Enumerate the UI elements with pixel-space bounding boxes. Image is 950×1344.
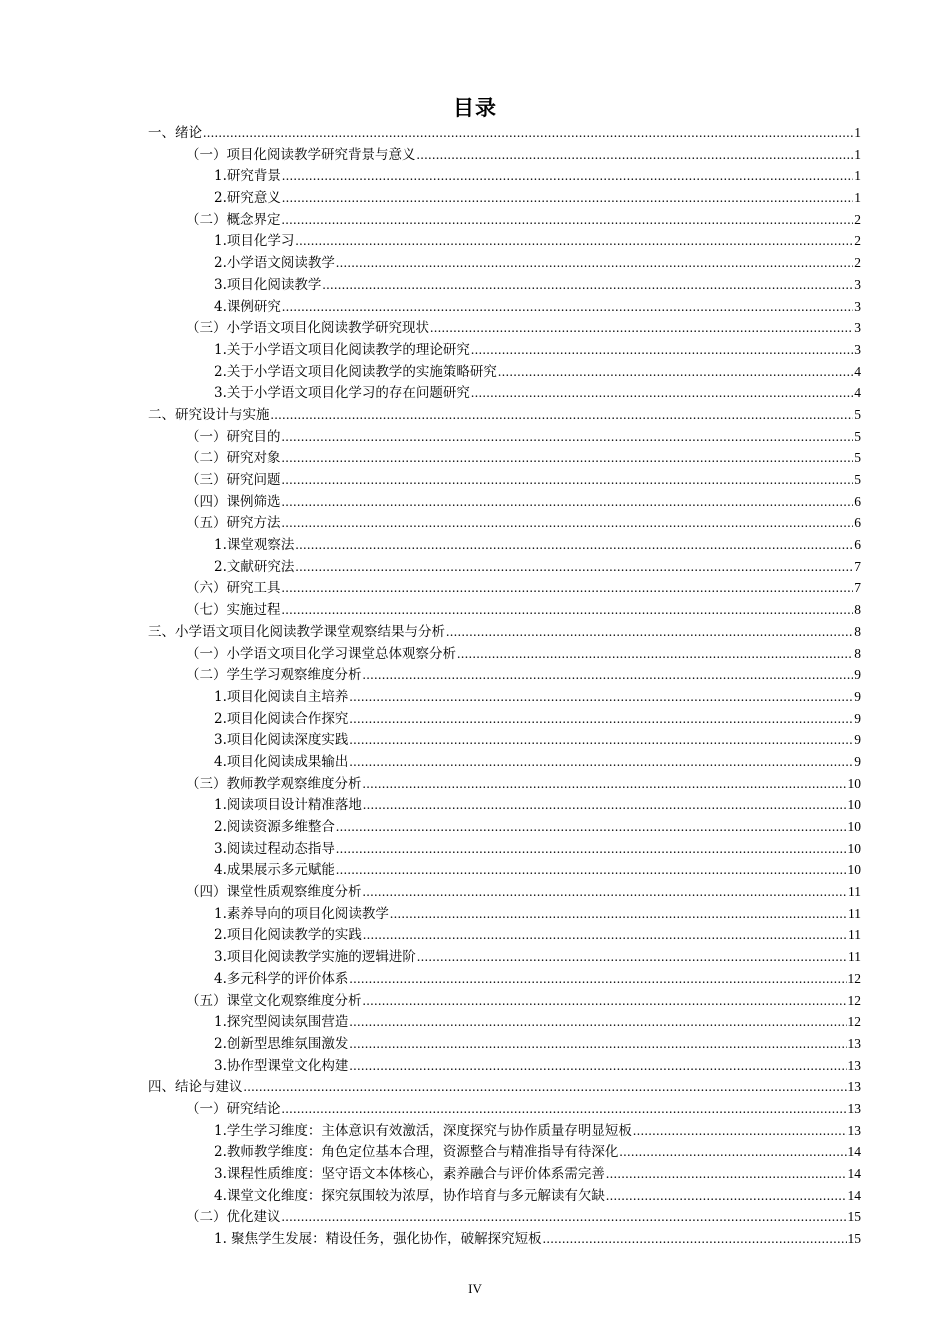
toc-entry[interactable] xyxy=(148,859,861,881)
dot-leader xyxy=(282,187,853,209)
toc-entry[interactable] xyxy=(148,209,861,231)
toc-entry[interactable] xyxy=(148,708,861,730)
toc-entry-page: 9 xyxy=(854,732,861,748)
dot-leader xyxy=(457,643,853,665)
toc-entry-label: （六）研究工具 xyxy=(186,580,281,597)
toc-entry-page: 13 xyxy=(847,1100,861,1116)
toc-entry-page: 3 xyxy=(854,341,861,357)
toc-entry-page: 11 xyxy=(848,949,861,965)
toc-entry-page: 4 xyxy=(854,363,861,379)
dot-leader xyxy=(417,946,847,968)
toc-entry[interactable] xyxy=(148,556,861,578)
toc-entry-page: 5 xyxy=(854,472,861,487)
toc-entry-label: 2.研究意义 xyxy=(214,190,281,207)
toc-entry-page: 2 xyxy=(854,255,861,271)
toc-entry[interactable] xyxy=(148,838,861,860)
toc-entry-page: 8 xyxy=(854,623,861,639)
toc-entry-label: 1.阅读项目设计精准落地 xyxy=(214,797,362,814)
dot-leader xyxy=(430,317,853,339)
toc-entry[interactable] xyxy=(148,274,861,296)
toc-entry-page: 10 xyxy=(847,797,861,813)
toc-entry-label: 4.课堂文化维度：探究氛围较为浓厚，协作培育与多元解读有欠缺 xyxy=(214,1187,605,1204)
dot-leader xyxy=(363,924,847,946)
toc-entry-page: 5 xyxy=(854,406,861,422)
dot-leader xyxy=(295,230,853,252)
toc-entry-label: 4.成果展示多元赋能 xyxy=(214,862,335,879)
toc-entry[interactable] xyxy=(148,1141,861,1163)
dot-leader xyxy=(349,968,846,990)
dot-leader xyxy=(446,621,853,643)
toc-entry[interactable] xyxy=(148,1185,861,1207)
dot-leader xyxy=(390,903,847,925)
dot-leader xyxy=(498,361,853,383)
toc-entry-label: （三）教师教学观察维度分析 xyxy=(186,775,362,792)
toc-entry-page: 11 xyxy=(848,905,861,921)
toc-entry-page: 12 xyxy=(847,992,861,1008)
toc-entry[interactable] xyxy=(148,924,861,946)
toc-entry-label: 2.项目化阅读教学的实践 xyxy=(214,927,362,944)
dot-leader xyxy=(282,512,854,534)
toc-entry-page: 7 xyxy=(854,558,861,574)
toc-entry[interactable] xyxy=(148,794,861,816)
toc-entry-label: 2.文献研究法 xyxy=(214,558,295,575)
toc-entry-label: （一）研究目的 xyxy=(186,428,281,445)
toc-entry-page: 12 xyxy=(847,970,861,986)
toc-entry-page: 10 xyxy=(847,819,861,834)
toc-entry-label: （一）小学语文项目化学习课堂总体观察分析 xyxy=(186,645,456,662)
toc-entry[interactable] xyxy=(148,1120,861,1142)
toc-entry[interactable] xyxy=(148,881,861,903)
toc-entry-label: （一）项目化阅读教学研究背景与意义 xyxy=(186,146,416,163)
dot-leader xyxy=(363,990,847,1012)
dot-leader xyxy=(271,404,854,426)
toc-entry-label: 4.项目化阅读成果输出 xyxy=(214,753,349,770)
toc-entry[interactable] xyxy=(148,296,861,318)
dot-leader xyxy=(349,708,853,730)
toc-entry[interactable] xyxy=(148,686,861,708)
toc-entry-label: （一）研究结论 xyxy=(186,1100,281,1117)
dot-leader xyxy=(282,165,853,187)
toc-entry[interactable] xyxy=(148,968,861,990)
toc-entry-page: 3 xyxy=(854,320,861,336)
toc-entry[interactable] xyxy=(148,426,861,448)
toc-entry-page: 1 xyxy=(854,168,861,184)
toc-entry-page: 2 xyxy=(854,233,861,249)
dot-leader xyxy=(619,1141,846,1163)
dot-leader xyxy=(349,686,853,708)
toc-entry[interactable] xyxy=(148,816,861,838)
toc-title: 目录 xyxy=(453,96,497,120)
toc-entry-page: 12 xyxy=(847,1014,861,1030)
toc-entry[interactable] xyxy=(148,165,861,187)
toc-entry[interactable] xyxy=(148,122,861,144)
toc-entry-label: 一、绪论 xyxy=(148,125,202,141)
toc-entry-label: （五）课堂文化观察维度分析 xyxy=(186,992,362,1009)
toc-entry[interactable] xyxy=(148,252,861,274)
dot-leader xyxy=(203,122,853,144)
toc-entry[interactable] xyxy=(148,773,861,795)
toc-entry-label: 1.探究型阅读氛围营造 xyxy=(214,1014,349,1031)
dot-leader xyxy=(282,426,854,448)
toc-entry-page: 9 xyxy=(854,688,861,704)
dot-leader xyxy=(606,1185,847,1207)
toc-entry[interactable] xyxy=(148,1055,861,1077)
toc-entry-label: 3.阅读过程动态指导 xyxy=(214,840,335,857)
toc-entry[interactable] xyxy=(148,317,861,339)
toc-entry-label: （四）课堂性质观察维度分析 xyxy=(186,884,362,901)
toc-entry[interactable] xyxy=(148,577,861,599)
toc-entry-page: 9 xyxy=(854,710,861,726)
dot-leader xyxy=(471,382,853,404)
toc-entry-label: 3.项目化阅读深度实践 xyxy=(214,732,349,749)
toc-entry-page: 13 xyxy=(847,1079,861,1095)
toc-entry-label: 2.创新型思维氛围激发 xyxy=(214,1035,349,1052)
toc-entry-page: 9 xyxy=(854,753,861,769)
toc-entry-page: 15 xyxy=(847,1231,861,1247)
toc-entry-label: 1.关于小学语文项目化阅读教学的理论研究 xyxy=(214,341,470,358)
toc-entry[interactable] xyxy=(148,382,861,404)
toc-entry[interactable] xyxy=(148,1206,861,1228)
toc-entry[interactable] xyxy=(148,1098,861,1120)
toc-entry-label: 四、结论与建议 xyxy=(148,1079,243,1096)
toc-entry-page: 14 xyxy=(847,1166,861,1181)
toc-entry-page: 4 xyxy=(854,385,861,401)
toc-entry-page: 13 xyxy=(847,1057,861,1073)
toc-entry[interactable] xyxy=(148,621,861,643)
toc-entry-page: 14 xyxy=(847,1144,861,1160)
toc-entry-page: 3 xyxy=(854,298,861,314)
toc-entry[interactable] xyxy=(148,534,861,556)
dot-leader xyxy=(349,1033,846,1055)
dot-leader xyxy=(417,144,854,166)
dot-leader xyxy=(633,1120,847,1142)
dot-leader xyxy=(363,794,847,816)
toc-entry-label: 3.关于小学语文项目化学习的存在问题研究 xyxy=(214,385,470,402)
page-number: IV xyxy=(468,1281,482,1296)
toc-entry[interactable] xyxy=(148,1033,861,1055)
dot-leader xyxy=(282,577,854,599)
toc-entry-label: 2.小学语文阅读教学 xyxy=(214,255,335,272)
dot-leader xyxy=(336,859,847,881)
toc-entry-label: 2.教师教学维度：角色定位基本合理，资源整合与精准指导有待深化 xyxy=(214,1144,619,1161)
toc-entry-label: 三、小学语文项目化阅读教学课堂观察结果与分析 xyxy=(148,623,445,640)
toc-entry-page: 1 xyxy=(854,125,861,140)
toc-entry[interactable] xyxy=(148,512,861,534)
toc-entry-label: 1.研究背景 xyxy=(214,168,281,185)
toc-entry-label: 二、研究设计与实施 xyxy=(148,406,270,423)
toc-entry[interactable] xyxy=(148,1228,861,1250)
toc-entry-page: 3 xyxy=(854,276,861,292)
toc-entry-label: （三）研究问题 xyxy=(186,472,281,488)
dot-leader xyxy=(363,773,847,795)
toc-entry-page: 1 xyxy=(854,190,861,206)
dot-leader xyxy=(295,556,853,578)
dot-leader xyxy=(349,751,853,773)
toc-entry[interactable] xyxy=(148,903,861,925)
dot-leader xyxy=(282,1206,847,1228)
toc-entry[interactable] xyxy=(148,187,861,209)
toc-entry-page: 5 xyxy=(854,428,861,444)
toc-entry-page: 1 xyxy=(854,146,861,162)
dot-leader xyxy=(336,816,847,838)
toc-entry[interactable] xyxy=(148,643,861,665)
dot-leader xyxy=(336,252,853,274)
toc-entry-page: 11 xyxy=(848,927,861,943)
toc-entry-page: 6 xyxy=(854,493,861,509)
dot-leader xyxy=(606,1163,847,1185)
toc-entry[interactable] xyxy=(148,339,861,361)
toc-entry-page: 15 xyxy=(847,1209,861,1225)
dot-leader xyxy=(282,469,854,491)
toc-entry-label: 3.课程性质维度：坚守语文本体核心，素养融合与评价体系需完善 xyxy=(214,1166,605,1182)
toc-entry-label: 3.项目化阅读教学实施的逻辑进阶 xyxy=(214,949,416,966)
toc-entry-label: 1.项目化学习 xyxy=(214,233,295,250)
dot-leader xyxy=(336,838,847,860)
toc-entry-page: 6 xyxy=(854,537,861,553)
dot-leader xyxy=(282,447,854,469)
toc-entry-label: （三）小学语文项目化阅读教学研究现状 xyxy=(186,320,429,337)
toc-entry-page: 14 xyxy=(847,1187,861,1203)
toc-entry-label: （五）研究方法 xyxy=(186,515,281,532)
toc-entry-label: 1.素养导向的项目化阅读教学 xyxy=(214,905,389,922)
toc-entry[interactable] xyxy=(148,729,861,751)
toc-entry-label: 4.课例研究 xyxy=(214,298,281,315)
toc-entry-label: 2.关于小学语文项目化阅读教学的实施策略研究 xyxy=(214,363,497,380)
dot-leader xyxy=(282,1098,847,1120)
toc-entry[interactable] xyxy=(148,946,861,968)
dot-leader xyxy=(471,339,853,361)
toc-entry-label: 1. 聚焦学生发展：精设任务，强化协作，破解探究短板 xyxy=(214,1231,542,1248)
toc-entry[interactable] xyxy=(148,990,861,1012)
toc-entry-label: （二）概念界定 xyxy=(186,211,281,228)
dot-leader xyxy=(282,491,854,513)
toc-entry[interactable] xyxy=(148,599,861,621)
toc-entry-page: 10 xyxy=(847,862,861,878)
dot-leader xyxy=(322,274,853,296)
toc-entry[interactable] xyxy=(148,751,861,773)
toc-entry-label: 1.项目化阅读自主培养 xyxy=(214,688,349,705)
dot-leader xyxy=(349,729,853,751)
dot-leader xyxy=(282,209,854,231)
toc-entry-label: 3.项目化阅读教学 xyxy=(214,276,322,293)
toc-entry[interactable] xyxy=(148,361,861,383)
toc-entry[interactable] xyxy=(148,447,861,469)
toc-entry-label: 3.协作型课堂文化构建 xyxy=(214,1057,349,1074)
toc-entry-label: 2.阅读资源多维整合 xyxy=(214,819,335,835)
toc-entry-page: 8 xyxy=(854,602,861,618)
toc-entry-page: 10 xyxy=(847,775,861,791)
toc-entry[interactable] xyxy=(148,664,861,686)
toc-entry-page: 13 xyxy=(847,1122,861,1138)
toc-entry-page: 7 xyxy=(854,580,861,596)
toc-entry-label: 4.多元科学的评价体系 xyxy=(214,970,349,987)
toc-entry[interactable] xyxy=(148,469,861,491)
toc-entry-label: （七）实施过程 xyxy=(186,602,281,619)
toc-entry[interactable] xyxy=(148,404,861,426)
dot-leader xyxy=(244,1076,847,1098)
toc-entry-page: 10 xyxy=(847,840,861,856)
toc-entry-page: 11 xyxy=(848,884,861,900)
toc-entry-page: 13 xyxy=(847,1035,861,1051)
table-of-contents xyxy=(148,122,861,1250)
toc-entry-page: 9 xyxy=(854,667,861,683)
dot-leader xyxy=(349,1055,846,1077)
toc-entry[interactable] xyxy=(148,1011,861,1033)
dot-leader xyxy=(282,599,854,621)
toc-entry-label: 1.学生学习维度：主体意识有效激活，深度探究与协作质量存明显短板 xyxy=(214,1122,632,1139)
toc-entry-page: 2 xyxy=(854,211,861,227)
toc-entry[interactable] xyxy=(148,1076,861,1098)
dot-leader xyxy=(349,1011,846,1033)
toc-entry[interactable] xyxy=(148,230,861,252)
dot-leader xyxy=(363,881,848,903)
toc-entry-label: （二）优化建议 xyxy=(186,1209,281,1226)
toc-entry-label: 1.课堂观察法 xyxy=(214,537,295,554)
toc-entry-label: （二）研究对象 xyxy=(186,450,281,467)
toc-entry[interactable] xyxy=(148,1163,861,1185)
toc-entry-label: 2.项目化阅读合作探究 xyxy=(214,710,349,727)
dot-leader xyxy=(282,296,853,318)
dot-leader xyxy=(543,1228,847,1250)
toc-entry-label: （二）学生学习观察维度分析 xyxy=(186,667,362,684)
dot-leader xyxy=(295,534,853,556)
toc-entry-label: （四）课例筛选 xyxy=(186,493,281,510)
toc-entry[interactable] xyxy=(148,491,861,513)
toc-entry-page: 6 xyxy=(854,515,861,531)
dot-leader xyxy=(363,664,854,686)
toc-entry-page: 8 xyxy=(854,645,861,661)
toc-entry-page: 5 xyxy=(854,450,861,466)
toc-entry[interactable] xyxy=(148,144,861,166)
